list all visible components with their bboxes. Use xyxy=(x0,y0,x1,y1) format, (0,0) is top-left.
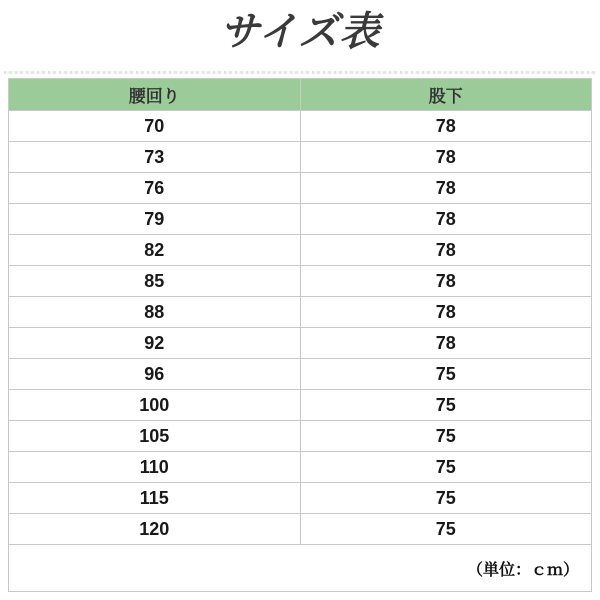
table-row xyxy=(9,204,592,235)
inseam-cell: 75 xyxy=(300,390,592,421)
inseam-column-header: 股下 xyxy=(300,79,592,111)
inseam-cell: 78 xyxy=(300,142,592,173)
inseam-cell: 78 xyxy=(300,235,592,266)
inseam-cell: 75 xyxy=(300,359,592,390)
waist-cell: 79 xyxy=(9,204,301,235)
table-row xyxy=(9,359,592,390)
inseam-cell: 78 xyxy=(300,297,592,328)
inseam-cell: 75 xyxy=(300,421,592,452)
decorative-divider xyxy=(4,71,596,74)
waist-cell: 88 xyxy=(9,297,301,328)
waist-cell: 73 xyxy=(9,142,301,173)
inseam-cell: 75 xyxy=(300,483,592,514)
waist-cell: 105 xyxy=(9,421,301,452)
inseam-cell: 78 xyxy=(300,266,592,297)
header-row xyxy=(9,79,592,111)
waist-cell: 120 xyxy=(9,514,301,545)
table-row xyxy=(9,390,592,421)
waist-cell: 70 xyxy=(9,111,301,142)
table-row xyxy=(9,235,592,266)
table-row xyxy=(9,111,592,142)
table-row xyxy=(9,483,592,514)
waist-cell: 92 xyxy=(9,328,301,359)
table-row xyxy=(9,297,592,328)
size-table xyxy=(8,78,592,592)
table-row xyxy=(9,452,592,483)
waist-column-header: 腰回り xyxy=(9,79,301,111)
waist-cell: 76 xyxy=(9,173,301,204)
inseam-cell: 75 xyxy=(300,514,592,545)
waist-cell: 85 xyxy=(9,266,301,297)
waist-cell: 115 xyxy=(9,483,301,514)
waist-cell: 100 xyxy=(9,390,301,421)
table-row xyxy=(9,514,592,545)
inseam-cell: 78 xyxy=(300,111,592,142)
table-row xyxy=(9,173,592,204)
waist-cell: 82 xyxy=(9,235,301,266)
inseam-cell: 78 xyxy=(300,204,592,235)
page-title: サイズ表 xyxy=(219,10,381,54)
table-row xyxy=(9,266,592,297)
inseam-cell: 78 xyxy=(300,173,592,204)
table-row xyxy=(9,421,592,452)
inseam-cell: 75 xyxy=(300,452,592,483)
inseam-cell: 78 xyxy=(300,328,592,359)
table-row xyxy=(9,328,592,359)
waist-cell: 110 xyxy=(9,452,301,483)
waist-cell: 96 xyxy=(9,359,301,390)
unit-note: （単位：ｃｍ） xyxy=(9,545,592,592)
unit-row xyxy=(9,545,592,592)
table-row xyxy=(9,142,592,173)
